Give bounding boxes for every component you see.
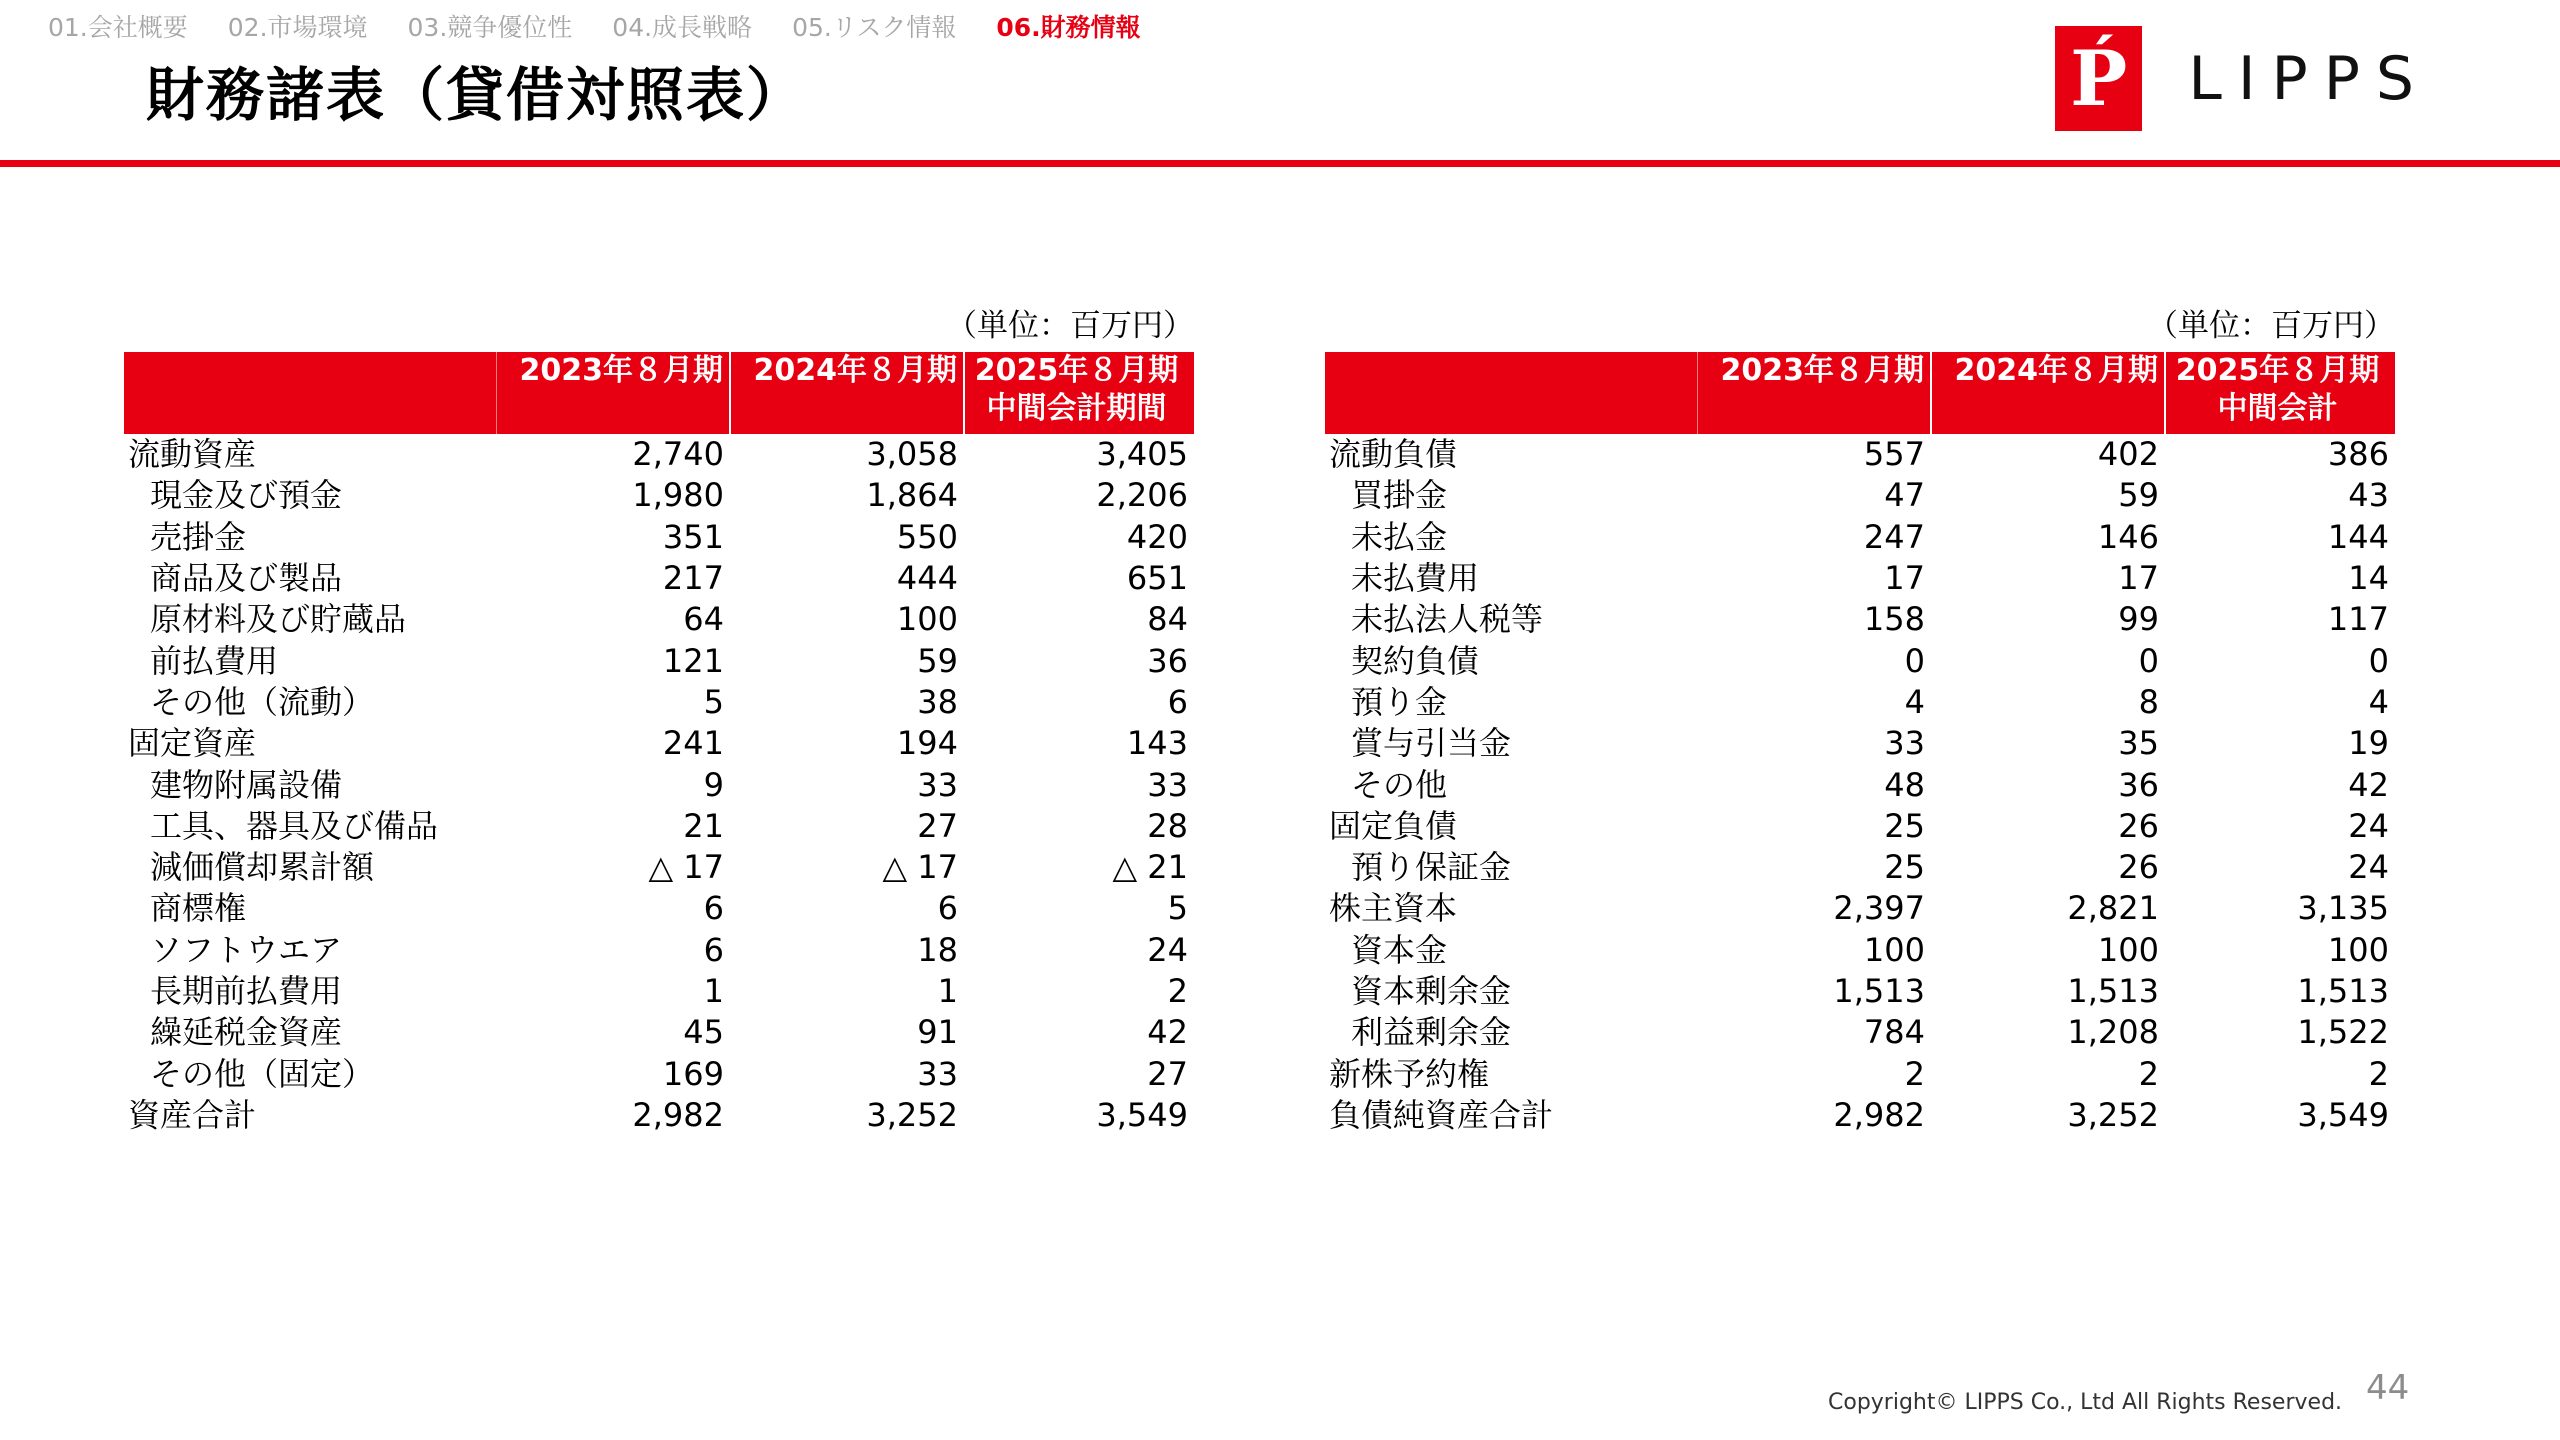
value-fy2024: 1,208 [2067,1013,2159,1052]
logo-text: LIPPS [2188,43,2430,114]
value-fy2025: 33 [1147,765,1188,804]
row-label: 工具、器具及び備品 [150,806,439,845]
row-label: 未払金 [1351,517,1448,556]
table-row [124,558,1194,599]
value-fy2023: 64 [683,600,724,639]
row-label: 未払法人税等 [1351,600,1544,639]
page-title: 財務諸表（貸借対照表） [146,61,807,129]
row-label: 原材料及び貯蔵品 [150,600,407,639]
value-fy2025: 43 [2348,476,2389,515]
value-fy2023: 47 [1884,476,1925,515]
nav-item-company-overview[interactable]: 01.会社概要 [48,13,188,42]
table-row [124,434,1194,475]
row-label: 資本金 [1351,930,1448,969]
value-fy2025: 5 [1167,889,1188,928]
assets-header-row [124,352,1194,434]
row-label: その他（固定） [150,1054,375,1093]
value-fy2025: 386 [2327,435,2389,474]
table-row [1325,764,2395,805]
table-row [1325,723,2395,764]
table-row [124,682,1194,723]
value-fy2025: 4 [2368,682,2389,721]
value-fy2025: 84 [1147,600,1188,639]
page-number: 44 [2366,1368,2410,1408]
value-fy2024: 2 [2138,1054,2159,1093]
row-label: 繰延税金資産 [150,1013,343,1052]
value-fy2024: 1 [937,972,958,1010]
assets-header-fy2023: 2023年８月期 [496,352,730,434]
value-fy2025: 14 [2348,559,2389,598]
value-fy2025: 0 [2368,641,2389,680]
value-fy2025: 28 [1147,806,1188,845]
value-fy2024: △ 17 [882,848,958,887]
value-fy2025: 24 [1147,930,1188,969]
row-label: 長期前払費用 [150,972,343,1010]
value-fy2024: 36 [2118,765,2159,804]
liabilities-header-fy2025: 2025年８月期 中間会計 [2165,352,2395,434]
value-fy2025: 3,135 [2297,889,2389,928]
value-fy2024: 550 [896,517,958,556]
row-label: 固定負債 [1329,806,1458,845]
table-row [1325,847,2395,888]
table-row [1325,971,2395,1012]
value-fy2023: 5 [703,682,724,721]
value-fy2024: 444 [896,559,958,598]
value-fy2023: 169 [662,1054,724,1093]
row-label: 流動負債 [1329,435,1458,474]
company-logo [2055,26,2430,131]
value-fy2023: 121 [662,641,724,680]
liabilities-section [1325,300,2395,1136]
value-fy2024: 91 [917,1013,958,1052]
value-fy2023: 25 [1884,806,1925,845]
table-row [124,806,1194,847]
value-fy2024: 3,252 [866,1095,958,1134]
value-fy2023: 2,397 [1833,889,1925,928]
logo-mark-icon: Ṕ [2055,26,2142,131]
table-row [124,475,1194,516]
table-row [1325,930,2395,971]
value-fy2025: 42 [2348,765,2389,804]
table-row [124,1012,1194,1053]
liabilities-header-row [1325,352,2395,434]
value-fy2024: 2,821 [2067,889,2159,928]
nav-item-financial-information[interactable]: 06.財務情報 [996,13,1141,42]
value-fy2023: 100 [1863,930,1925,969]
row-label: 現金及び預金 [150,476,343,515]
value-fy2025: 144 [2327,517,2389,556]
value-fy2024: 33 [917,1054,958,1093]
row-label: 株主資本 [1329,889,1458,928]
table-row [124,640,1194,681]
table-row [1325,1053,2395,1094]
value-fy2023: △ 17 [648,848,724,887]
assets-header-label [124,352,496,434]
assets-table-body [124,434,1194,1136]
value-fy2024: 1,513 [2067,972,2159,1010]
nav-item-competitive-advantage[interactable]: 03.競争優位性 [407,13,573,42]
value-fy2024: 26 [2118,848,2159,887]
value-fy2024: 8 [2138,682,2159,721]
value-fy2024: 35 [2118,724,2159,763]
value-fy2023: 158 [1863,600,1925,639]
value-fy2025: 6 [1167,682,1188,721]
section-nav [48,8,1181,44]
liabilities-table [1325,352,2395,1136]
value-fy2025: 3,405 [1096,435,1188,474]
value-fy2023: 2 [1904,1054,1925,1093]
value-fy2025: 2 [1167,972,1188,1010]
value-fy2025: 24 [2348,848,2389,887]
row-label: 買掛金 [1351,476,1448,515]
liabilities-unit-label: （単位：百万円） [2147,308,2395,344]
value-fy2024: 3,058 [866,435,958,474]
value-fy2025: 27 [1147,1054,1188,1093]
value-fy2024: 402 [2097,435,2159,474]
value-fy2024: 18 [917,930,958,969]
row-label: 商品及び製品 [150,559,343,598]
value-fy2025: 42 [1147,1013,1188,1052]
table-row [124,1053,1194,1094]
table-row [1325,434,2395,475]
value-fy2023: 4 [1904,682,1925,721]
table-row [124,599,1194,640]
table-row [124,971,1194,1012]
liabilities-header-label [1325,352,1697,434]
value-fy2025: 24 [2348,806,2389,845]
table-row [1325,640,2395,681]
table-row [124,723,1194,764]
value-fy2024: 100 [896,600,958,639]
value-fy2024: 146 [2097,517,2159,556]
value-fy2023: 48 [1884,765,1925,804]
row-label: 負債純資産合計 [1329,1095,1554,1134]
row-label: 契約負債 [1351,641,1480,680]
value-fy2024: 0 [2138,641,2159,680]
assets-header-fy2025: 2025年８月期 中間会計期間 [964,352,1194,434]
value-fy2024: 6 [937,889,958,928]
value-fy2023: 33 [1884,724,1925,763]
table-row [1325,1095,2395,1136]
value-fy2023: 0 [1904,641,1925,680]
value-fy2023: 6 [703,889,724,928]
value-fy2023: 241 [662,724,724,763]
value-fy2024: 26 [2118,806,2159,845]
row-label: 賞与引当金 [1351,724,1512,763]
table-row [124,1095,1194,1136]
table-row [124,888,1194,929]
value-fy2023: 45 [683,1013,724,1052]
value-fy2023: 1,513 [1833,972,1925,1010]
table-row [1325,517,2395,558]
copyright-notice: Copyright© LIPPS Co., Ltd All Rights Reserved. [1828,1390,2343,1415]
value-fy2025: 117 [2327,600,2389,639]
value-fy2023: 351 [662,517,724,556]
value-fy2025: 420 [1126,517,1188,556]
value-fy2025: 2 [2368,1054,2389,1093]
row-label: 預り金 [1351,682,1448,721]
value-fy2024: 38 [917,682,958,721]
table-row [1325,599,2395,640]
row-label: 減価償却累計額 [150,848,375,887]
value-fy2025: 2,206 [1096,476,1188,515]
assets-header-fy2024: 2024年８月期 [730,352,964,434]
value-fy2023: 2,982 [632,1095,724,1134]
row-label: 新株予約権 [1329,1054,1490,1093]
value-fy2023: 557 [1863,435,1925,474]
value-fy2025: 143 [1126,724,1188,763]
value-fy2023: 1,980 [632,476,724,515]
row-label: 流動資産 [128,435,257,474]
value-fy2025: 3,549 [2297,1095,2389,1134]
value-fy2024: 59 [2118,476,2159,515]
liabilities-table-body [1325,434,2395,1136]
value-fy2024: 100 [2097,930,2159,969]
value-fy2024: 194 [896,724,958,763]
value-fy2023: 247 [1863,517,1925,556]
value-fy2023: 2,740 [632,435,724,474]
value-fy2023: 9 [703,765,724,804]
row-label: その他（流動） [150,682,375,721]
value-fy2023: 21 [683,806,724,845]
value-fy2025: 19 [2348,724,2389,763]
value-fy2025: 36 [1147,641,1188,680]
header-divider [0,160,2560,167]
table-row [124,847,1194,888]
value-fy2024: 27 [917,806,958,845]
value-fy2025: 100 [2327,930,2389,969]
table-row [124,517,1194,558]
table-row [1325,558,2395,599]
value-fy2024: 3,252 [2067,1095,2159,1134]
row-label: 預り保証金 [1351,848,1512,887]
value-fy2024: 59 [917,641,958,680]
value-fy2025: △ 21 [1112,848,1188,887]
table-row [1325,1012,2395,1053]
table-row [1325,475,2395,516]
row-label: 商標権 [150,889,247,928]
value-fy2023: 1 [703,972,724,1010]
liabilities-header-fy2024: 2024年８月期 [1931,352,2165,434]
assets-table [124,352,1194,1136]
value-fy2024: 1,864 [866,476,958,515]
table-row [124,764,1194,805]
value-fy2023: 217 [662,559,724,598]
row-label: 資産合計 [128,1095,257,1134]
row-label: ソフトウエア [150,930,343,969]
row-label: 利益剰余金 [1351,1013,1512,1052]
value-fy2024: 33 [917,765,958,804]
value-fy2025: 1,513 [2297,972,2389,1010]
row-label: 未払費用 [1351,559,1480,598]
value-fy2023: 6 [703,930,724,969]
nav-item-risk-information[interactable]: 05.リスク情報 [792,13,957,42]
nav-item-growth-strategy[interactable]: 04.成長戦略 [612,13,753,42]
value-fy2025: 651 [1126,559,1188,598]
table-row [1325,682,2395,723]
row-label: 前払費用 [150,641,279,680]
value-fy2024: 17 [2118,559,2159,598]
value-fy2023: 2,982 [1833,1095,1925,1134]
value-fy2025: 1,522 [2297,1013,2389,1052]
nav-item-market-environment[interactable]: 02.市場環境 [227,13,368,42]
table-row [1325,888,2395,929]
value-fy2023: 784 [1863,1013,1925,1052]
row-label: 資本剰余金 [1351,972,1512,1010]
row-label: 建物附属設備 [150,765,343,804]
table-row [124,930,1194,971]
liabilities-header-fy2023: 2023年８月期 [1697,352,1931,434]
row-label: その他 [1351,765,1448,804]
row-label: 固定資産 [128,724,257,763]
value-fy2023: 25 [1884,848,1925,887]
row-label: 売掛金 [150,517,247,556]
assets-unit-label: （単位：百万円） [946,308,1194,344]
assets-section [124,300,1194,1136]
table-row [1325,806,2395,847]
value-fy2024: 99 [2118,600,2159,639]
value-fy2025: 3,549 [1096,1095,1188,1134]
value-fy2023: 17 [1884,559,1925,598]
